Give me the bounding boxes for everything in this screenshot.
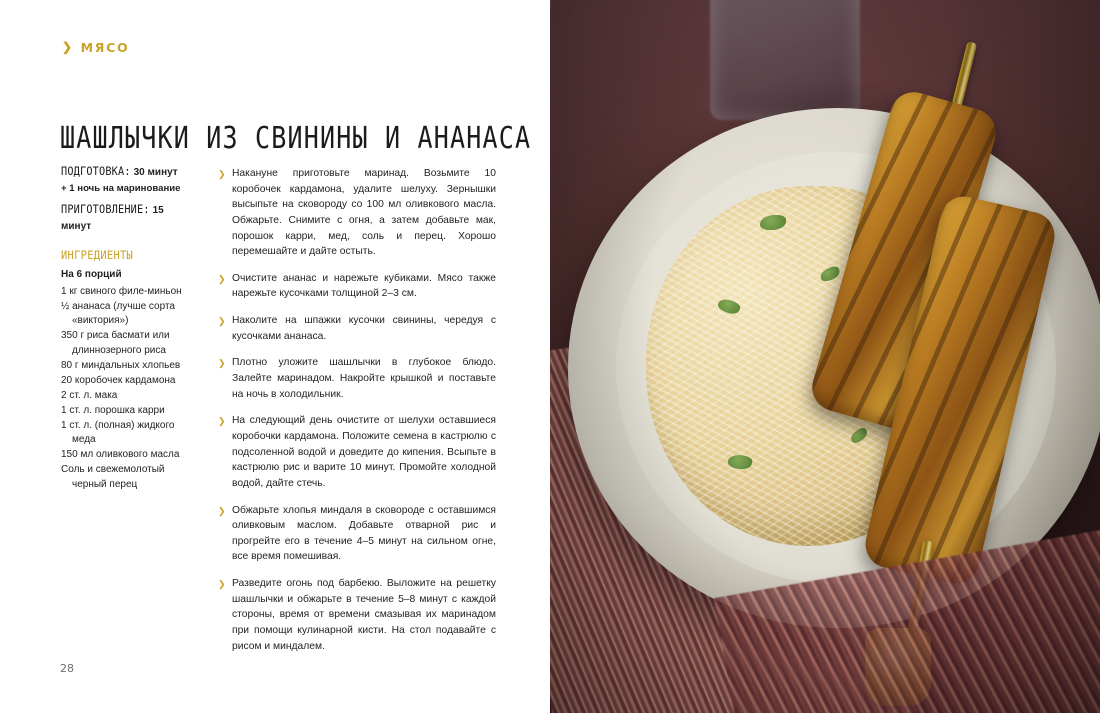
instruction-text: Плотно уложите шашлычки в глубокое блюдо. Залейте маринадом. Накройте крышкой и поставьте на ночь в холодильник. <box>232 357 496 400</box>
list-item <box>61 329 193 358</box>
prep-time-label: ПОДГОТОВКА: <box>61 166 131 179</box>
chevron-right-icon: ❯ <box>218 416 226 427</box>
ingredient-text: 1 ст. л. (полная) жидкого <box>61 419 175 431</box>
category-breadcrumb <box>62 40 129 55</box>
ingredient-text: 80 г миндальных хлопьев <box>61 359 181 371</box>
instruction-step <box>218 271 496 302</box>
instruction-step <box>218 413 496 491</box>
prep-time-line <box>61 165 193 180</box>
chevron-right-icon: ❯ <box>218 358 226 369</box>
chevron-right-icon: ❯ <box>218 169 226 179</box>
cook-time-value: 15 минут <box>61 205 164 232</box>
instruction-text: Наколите на шпажки кусочки свинины, чередуя с кусочками ананаса. <box>232 315 496 342</box>
chevron-right-icon: ❯ <box>62 39 74 54</box>
ingredient-text: 1 кг свиного филе-миньон <box>61 285 182 297</box>
instruction-step <box>218 503 496 566</box>
recipe-meta-column <box>61 165 193 493</box>
recipe-photo <box>550 0 1100 713</box>
ingredient-text: 150 мл оливкового масла <box>61 449 180 461</box>
ingredients-portions: На 6 порций <box>61 268 122 280</box>
ingredient-text: 1 ст. л. порошка карри <box>61 404 165 416</box>
ingredient-text-cont: черный перец <box>72 478 138 490</box>
list-item <box>61 285 193 300</box>
instruction-step <box>218 166 496 260</box>
ingredient-text-cont: меда <box>72 434 96 446</box>
instructions-column <box>218 166 496 665</box>
instruction-text: Накануне приготовьте маринад. Возьмите 10 коробочек кардамона, удалите шелуху. Зернышки высыпьте на сковороду со 100 мл оливкового масла. Обжарьте. Снимите с огня, а затем добавьте мак, порошок карри, мед, соль и перец. Хорошо перемешайте и дайте остыть. <box>232 168 496 258</box>
ingredient-text-cont: «виктория») <box>72 315 129 327</box>
list-item <box>61 389 193 404</box>
ingredient-text-cont: длиннозерного риса <box>72 344 166 356</box>
prep-time-value: 30 минут <box>133 167 178 178</box>
ingredient-text: 20 коробочек кардамона <box>61 374 176 386</box>
ingredients-list <box>61 285 193 493</box>
ingredient-text: 2 ст. л. мака <box>61 389 118 401</box>
photo-glass <box>710 0 860 120</box>
instruction-step <box>218 355 496 402</box>
ingredients-heading: ИНГРЕДИЕНТЫ <box>61 248 134 263</box>
ingredient-text: 350 г риса басмати или <box>61 330 170 342</box>
chevron-right-icon: ❯ <box>218 505 226 516</box>
instruction-step <box>218 313 496 344</box>
cook-time-label: ПРИГОТОВЛЕНИЕ: <box>61 204 150 217</box>
instruction-text: Разведите огонь под барбекю. Выложите на решетку шашлычки и обжарьте в течение 5–8 минут с каждой стороны, время от времени смазывая их маринадом при помощи кулинарной кисти. На стол подавайте с рисом и миндалем. <box>232 578 496 652</box>
instruction-text: Очистите ананас и нарежьте кубиками. Мясо также нарежьте кусочками толщиной 2–3 см. <box>232 272 496 300</box>
list-item <box>61 374 193 389</box>
instruction-text: На следующий день очистите от шелухи оставшиеся коробочки кардамона. Положите семена в кастрюлю с подсоленной водой и доведите до кипения. Всыпьте в кастрюлю рис и варите 10 минут. Промойте холодной водой, дайте стечь. <box>232 415 496 489</box>
category-label: МЯСО <box>80 40 130 55</box>
cook-time-line <box>61 203 193 234</box>
page-title: ШАШЛЫЧКИ ИЗ СВИНИНЫ И АНАНАСА <box>60 119 532 156</box>
ingredient-text: ½ ананаса (лучше сорта <box>61 300 175 312</box>
list-item <box>61 300 193 329</box>
list-item <box>61 448 193 463</box>
instruction-text: Обжарьте хлопья миндаля в сковороде с оставшимся оливковым маслом. Добавьте отварной рис и прогрейте его в течение 4–5 минут на сильном огне, все время помешивая. <box>232 504 496 563</box>
list-item <box>61 463 193 492</box>
chevron-right-icon: ❯ <box>218 579 226 590</box>
ingredient-text: Соль и свежемолотый <box>61 464 165 476</box>
list-item <box>61 419 193 448</box>
list-item <box>61 359 193 374</box>
chevron-right-icon: ❯ <box>218 273 226 284</box>
page-number: 28 <box>60 662 74 675</box>
chevron-right-icon: ❯ <box>218 316 226 327</box>
list-item <box>61 404 193 419</box>
prep-time-note: + 1 ночь на маринование <box>61 183 181 195</box>
instruction-step <box>218 576 496 654</box>
